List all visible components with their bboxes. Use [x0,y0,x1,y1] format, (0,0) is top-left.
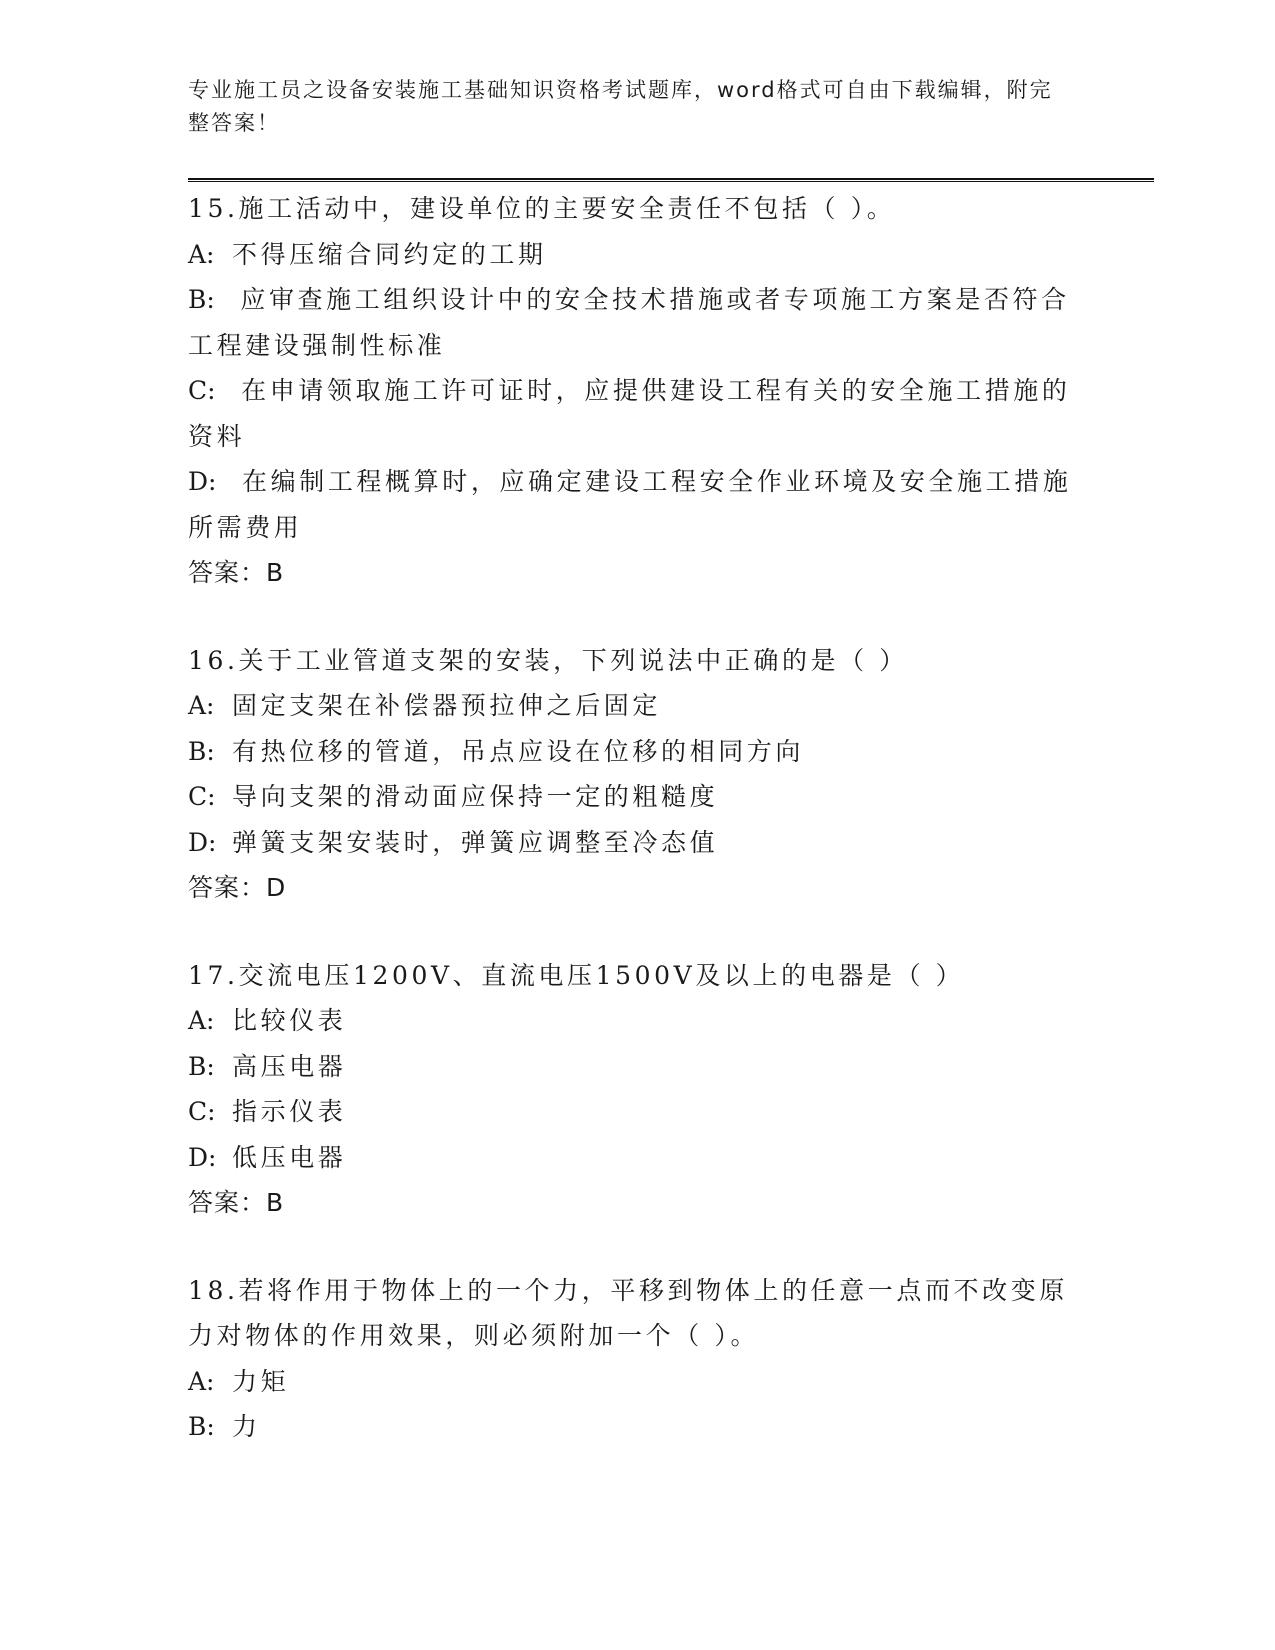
document-header: 专业施工员之设备安装施工基础知识资格考试题库，word格式可自由下载编辑，附完整答案！ [188,78,1053,135]
option-a [188,683,1088,729]
answer-label: 答案：B [188,1188,285,1217]
question-list [188,186,1088,1492]
option-a [188,998,1088,1044]
option-b [188,1404,1088,1450]
option-a [188,232,1088,278]
option-key: A: [188,239,215,269]
option-key: B: [188,1051,215,1081]
question-15 [188,186,1088,596]
option-text: 在编制工程概算时，应确定建设工程安全作业环境及安全施工措施所需费用 [188,467,1072,542]
option-text: 高压电器 [232,1051,347,1081]
option-b [188,1044,1088,1090]
option-key: A: [188,691,215,720]
header-divider [188,178,1154,182]
option-text: 比较仪表 [232,1006,347,1035]
option-key: C: [188,376,216,405]
question-stem: 15.施工活动中，建设单位的主要安全责任不包括（ ）。 [188,194,896,223]
option-key: D: [188,827,217,857]
option-key: B: [188,285,215,314]
option-b [188,729,1088,775]
question-stem: 18.若将作用于物体上的一个力，平移到物体上的任意一点而不改变原力对物体的作用效果，则必须附加一个（ ）。 [188,1275,1068,1350]
option-d [188,1135,1088,1181]
option-d [188,459,1088,550]
option-b [188,277,1088,368]
option-text: 不得压缩合同约定的工期 [232,239,547,269]
option-text: 应审查施工组织设计中的安全技术措施或者专项施工方案是否符合工程建设强制性标准 [188,285,1070,360]
option-key: D: [188,1142,217,1172]
question-stem: 17.交流电压1200V、直流电压1500V及以上的电器是（ ） [188,960,965,990]
option-key: C: [188,1097,216,1126]
option-key: C: [188,782,216,811]
option-text: 指示仪表 [232,1097,347,1126]
answer-label: 答案：D [188,873,287,902]
option-text: 力 [232,1412,261,1441]
option-key: A: [188,1006,215,1035]
option-c [188,368,1088,459]
question-16 [188,638,1088,911]
option-key: D: [188,467,217,496]
option-text: 固定支架在补偿器预拉伸之后固定 [232,691,662,720]
question-18 [188,1268,1088,1450]
option-text: 导向支架的滑动面应保持一定的粗糙度 [232,782,719,811]
option-key: B: [188,1412,215,1441]
option-text: 在申请领取施工许可证时，应提供建设工程有关的安全施工措施的资料 [188,376,1071,451]
option-a [188,1359,1088,1405]
option-text: 低压电器 [232,1142,347,1172]
option-key: A: [188,1366,215,1396]
question-17 [188,953,1088,1226]
option-text: 力矩 [232,1366,290,1396]
option-text: 弹簧支架安装时，弹簧应调整至冷态值 [232,827,719,857]
option-text: 有热位移的管道，吊点应设在位移的相同方向 [232,736,805,766]
option-c [188,774,1088,820]
option-d [188,820,1088,866]
answer-label: 答案：B [188,558,285,587]
option-c [188,1089,1088,1135]
question-stem: 16.关于工业管道支架的安装，下列说法中正确的是（ ） [188,645,908,675]
option-key: B: [188,736,215,766]
